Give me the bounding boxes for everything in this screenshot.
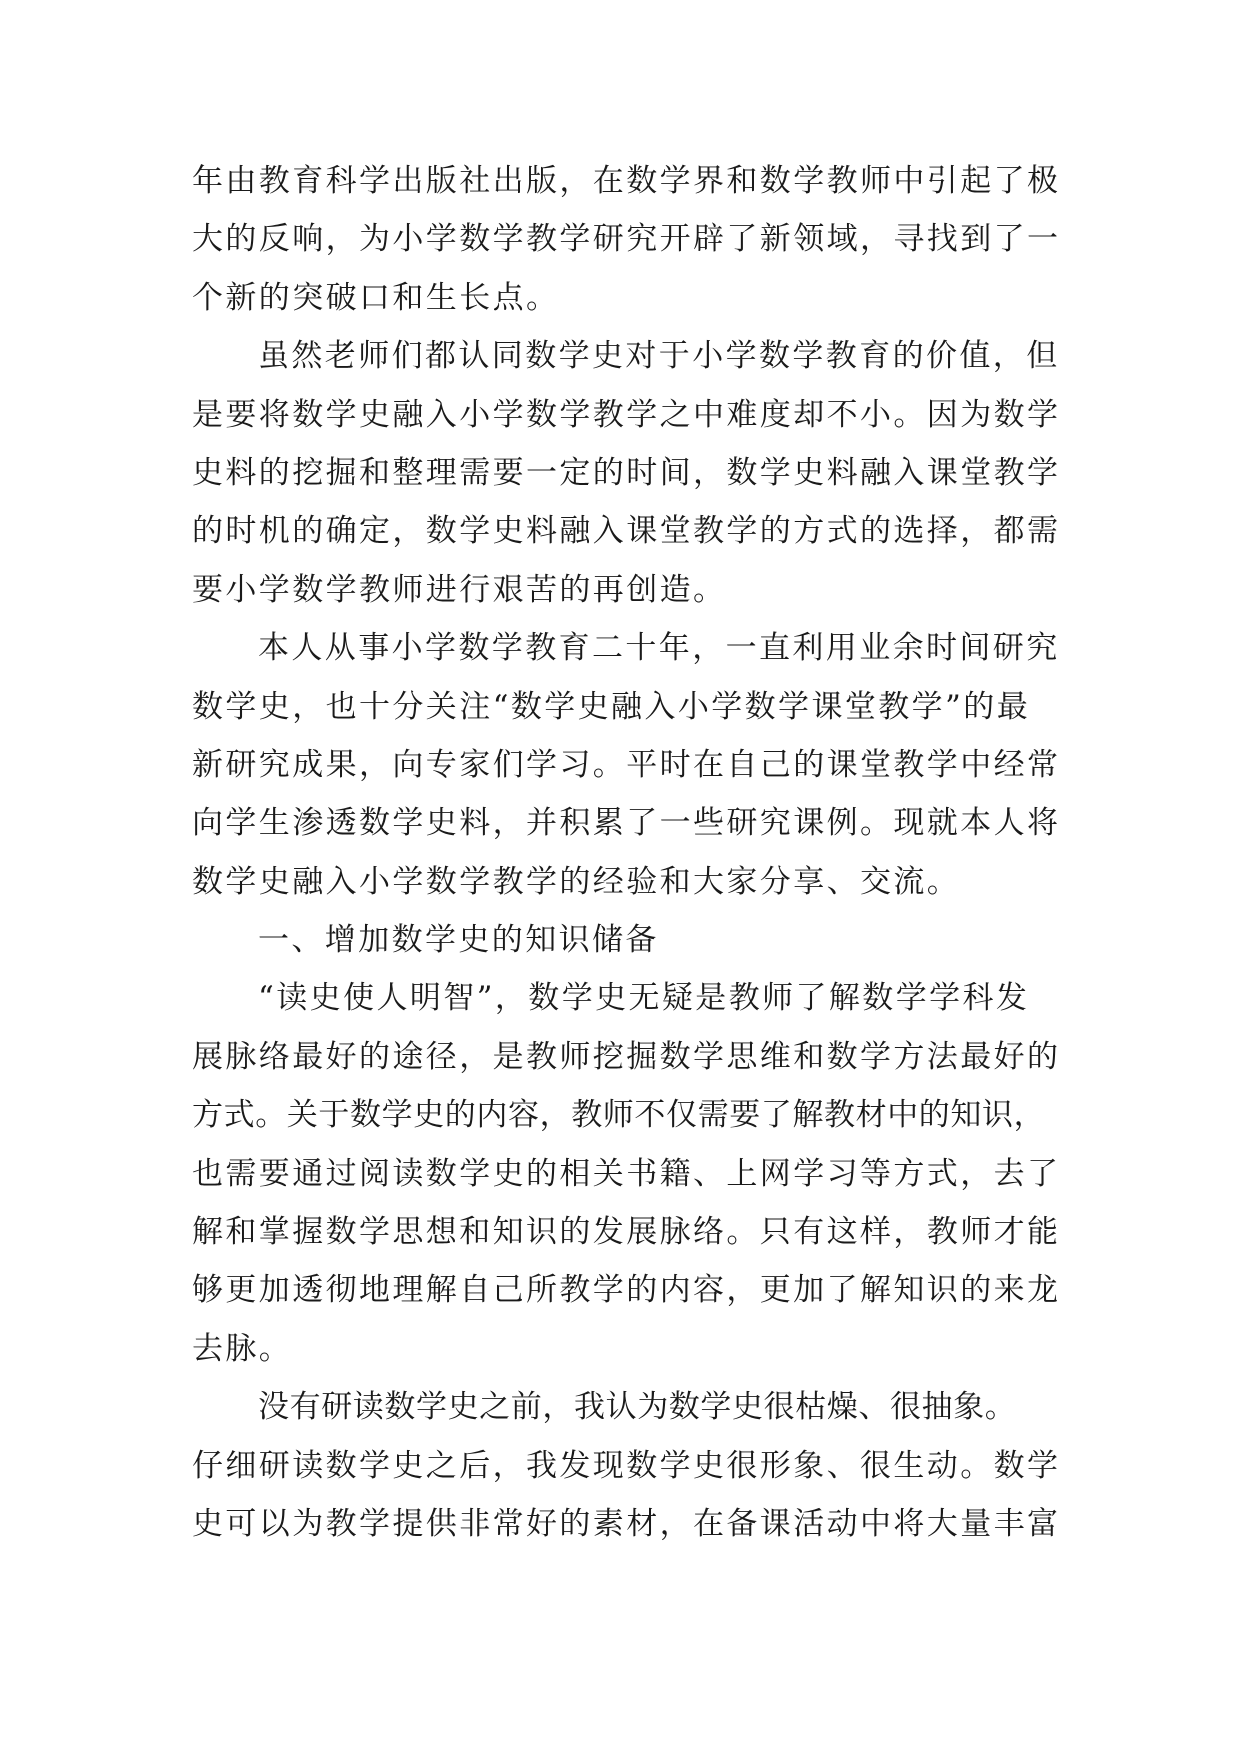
paragraph-first-line: 没有研读数学史之前，我认为数学史很枯燥、很抽象。 [258, 1389, 1017, 1426]
paragraph-first-line: 虽然老师们都认同数学史对于小学数学教育的价值，但 [258, 338, 1060, 375]
text-line: 展脉络最好的途径，是教师挖掘数学思维和数学方法最好的 [192, 1038, 1061, 1075]
body-text [192, 152, 1072, 1553]
text-line: 史料的挖掘和整理需要一定的时间，数学史料融入课堂教学 [192, 454, 1061, 491]
text-line: 年由教育科学出版社出版，在数学界和数学教师中引起了极 [192, 163, 1061, 199]
text-line: 够更加透彻地理解自己所教学的内容，更加了解知识的来龙 [192, 1272, 1061, 1309]
paragraph-first-line: 一、增加数学史的知识储备 [258, 922, 659, 959]
paragraph-first-line: “读史使人明智”，数学史无疑是教师了解数学学科发 [258, 980, 1030, 1017]
text-line: 个新的突破口和生长点。 [192, 279, 560, 316]
text-line: 仔细研读数学史之后，我发现数学史很形象、很生动。数学 [192, 1447, 1061, 1484]
text-line: 史可以为教学提供非常好的素材，在备课活动中将大量丰富 [192, 1505, 1061, 1542]
text-line: 去脉。 [192, 1330, 293, 1367]
text-line: 是要将数学史融入小学数学教学之中难度却不小。因为数学 [192, 396, 1061, 433]
paragraph-first-line: 本人从事小学数学教育二十年，一直利用业余时间研究 [258, 630, 1060, 667]
text-line: 新研究成果，向专家们学习。平时在自己的课堂教学中经常 [192, 746, 1061, 783]
text-line: 数学史融入小学数学教学的经验和大家分享、交流。 [192, 863, 961, 900]
text-line: 要小学数学教师进行艰苦的再创造。 [192, 571, 727, 608]
text-line: 的时机的确定，数学史料融入课堂教学的方式的选择，都需 [192, 513, 1061, 550]
text-line: 也需要通过阅读数学史的相关书籍、上网学习等方式，去了 [192, 1155, 1061, 1192]
text-line: 方式。关于数学史的内容，教师不仅需要了解教材中的知识， [192, 1097, 1046, 1134]
text-line: 大的反响，为小学数学教学研究开辟了新领域，寻找到了一 [192, 221, 1061, 258]
text-line: 数学史，也十分关注“数学史融入小学数学课堂教学”的最 [192, 688, 1031, 725]
text-line: 解和掌握数学思想和知识的发展脉络。只有这样，教师才能 [192, 1214, 1061, 1251]
text-line: 向学生渗透数学史料，并积累了一些研究课例。现就本人将 [192, 805, 1061, 842]
